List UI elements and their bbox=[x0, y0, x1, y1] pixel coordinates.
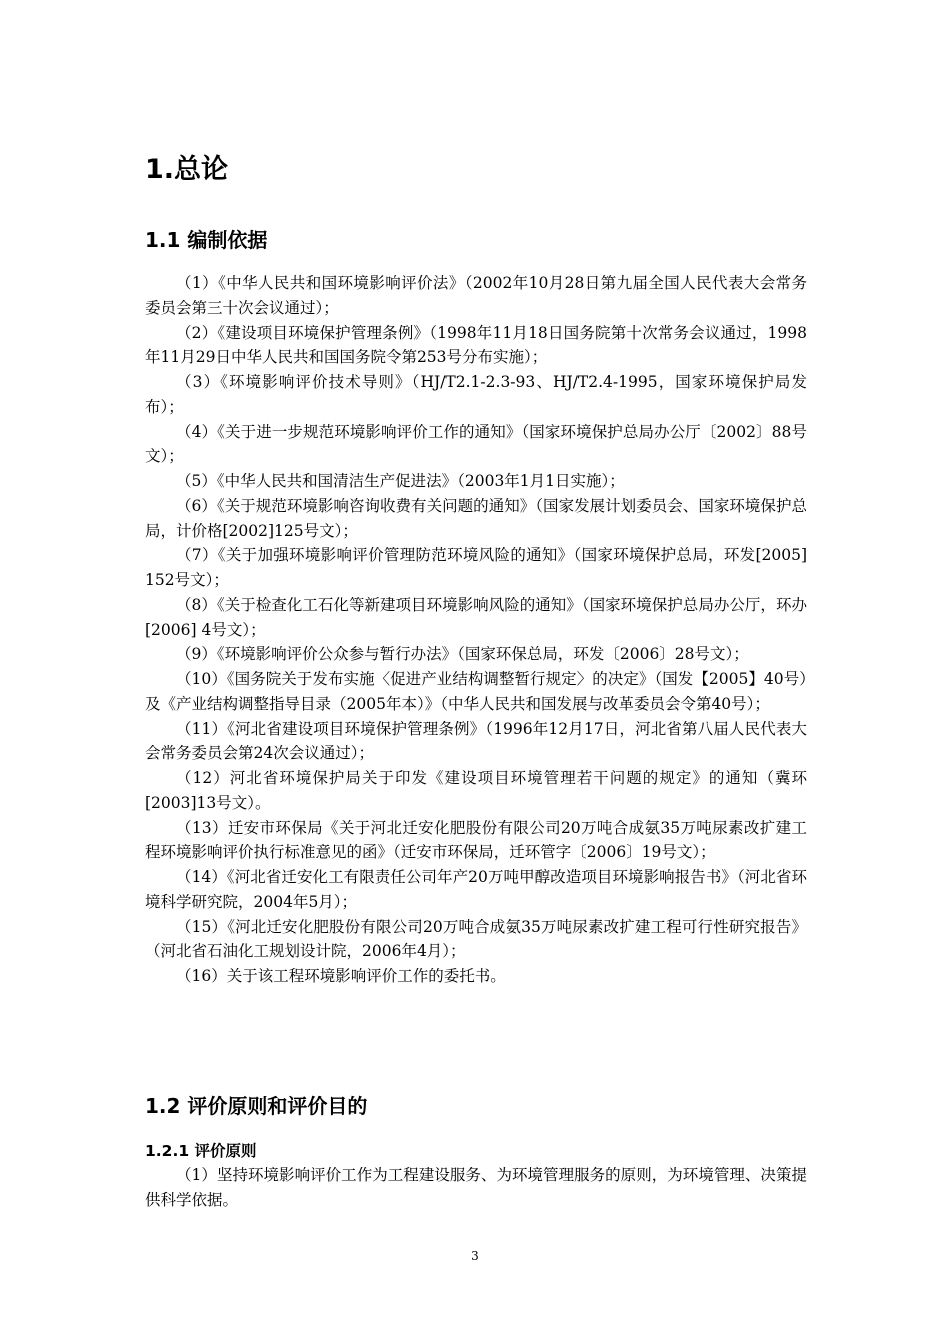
reference-item: （3）《环境影响评价技术导则》（HJ/T2.1-2.3-93、HJ/T2.4-1995，国家环境保护局发布）； bbox=[145, 373, 807, 416]
reference-item: （6）《关于规范环境影响咨询收费有关问题的通知》（国家发展计划委员会、国家环境保护总局，计价格[2002]125号文）； bbox=[145, 496, 807, 540]
reference-item: （16）关于该工程环境影响评价工作的委托书。 bbox=[176, 967, 506, 985]
reference-item: （11）《河北省建设项目环境保护管理条例》（1996年12月17日，河北省第八届人民代表大会常务委员会第24次会议通过）； bbox=[145, 719, 807, 763]
principles-paragraph-block bbox=[145, 1163, 807, 1213]
section-heading-1-2: 1.2 评价原则和评价目的 bbox=[145, 1094, 368, 1118]
page-number: 3 bbox=[471, 1249, 479, 1263]
reference-item: （9）《环境影响评价公众参与暂行办法》（国家环保总局，环发〔2006〕28号文）； bbox=[176, 645, 749, 664]
subsection-heading-1-2-1: 1.2.1 评价原则 bbox=[145, 1142, 257, 1160]
reference-item: （13）迁安市环保局《关于河北迁安化肥股份有限公司20万吨合成氨35万吨尿素改扩建工程环境影响评价执行标准意见的函》（迁安市环保局，迁环管字〔2006〕19号文）； bbox=[145, 818, 807, 862]
reference-item: （10）《国务院关于发布实施〈促进产业结构调整暂行规定〉的决定》（国发【2005】40号）及《产业结构调整指导目录（2005年本）》（中华人民共和国发展与改革委员会令第40号）； bbox=[145, 670, 807, 713]
section-heading-1-1: 1.1 编制依据 bbox=[145, 228, 268, 252]
reference-item: （5）《中华人民共和国清洁生产促进法》（2003年1月1日实施）； bbox=[176, 472, 625, 490]
reference-item: （4）《关于进一步规范环境影响评价工作的通知》（国家环境保护总局办公厅〔2002〕88号文）； bbox=[145, 422, 807, 466]
reference-item: （1）《中华人民共和国环境影响评价法》（2002年10月28日第九届全国人民代表大会常务委员会第三十次会议通过）； bbox=[145, 274, 807, 317]
principle-paragraph: （1）坚持环境影响评价工作为工程建设服务、为环境管理服务的原则，为环境管理、决策提供科学依据。 bbox=[145, 1166, 807, 1209]
chapter-title: 1.总论 bbox=[145, 154, 229, 185]
reference-item: （7）《关于加强环境影响评价管理防范环境风险的通知》（国家环境保护总局，环发[2005] 152号文）； bbox=[145, 546, 807, 589]
reference-list bbox=[145, 271, 807, 989]
reference-item: （2）《建设项目环境保护管理条例》（1998年11月18日国务院第十次常务会议通过，1998年11月29日中华人民共和国国务院令第253号分布实施）； bbox=[145, 323, 807, 367]
reference-item: （14）《河北省迁安化工有限责任公司年产20万吨甲醇改造项目环境影响报告书》（河北省环境科学研究院，2004年5月）； bbox=[145, 868, 807, 911]
reference-item: （15）《河北迁安化肥股份有限公司20万吨合成氨35万吨尿素改扩建工程可行性研究报告》（河北省石油化工规划设计院，2006年4月）； bbox=[145, 917, 807, 961]
reference-item: （8）《关于检查化工石化等新建项目环境影响风险的通知》（国家环境保护总局办公厅，环办[2006] 4号文）； bbox=[145, 595, 807, 639]
reference-item: （12）河北省环境保护局关于印发《建设项目环境管理若干问题的规定》的通知（冀环[2003]13号文）。 bbox=[145, 769, 807, 812]
